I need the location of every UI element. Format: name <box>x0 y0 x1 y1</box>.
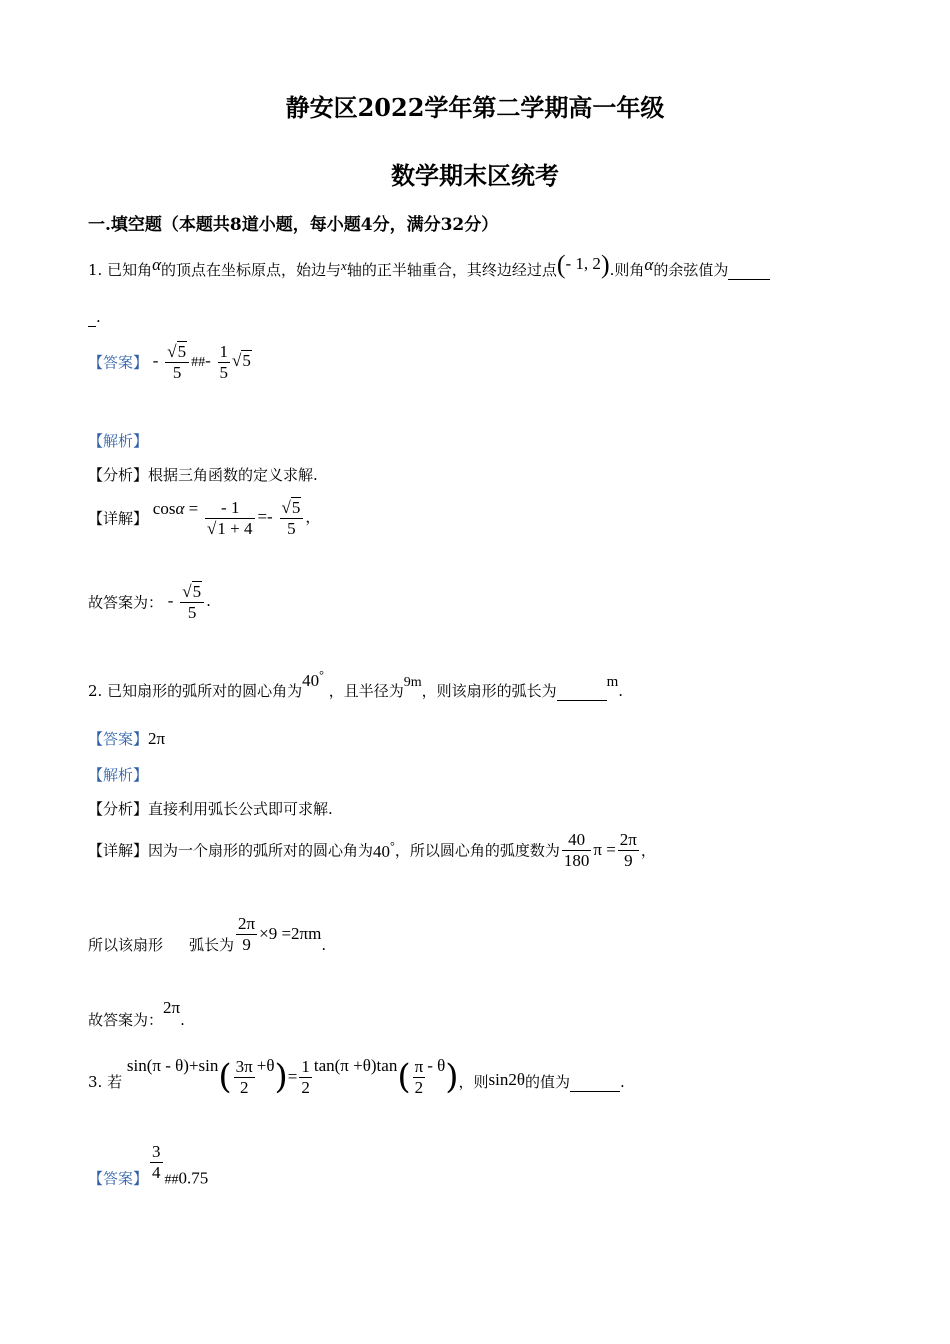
section-heading: 一.填空题（本题共8道小题，每小题4分，满分32分） <box>88 215 499 235</box>
answer-tag: 【答案】 <box>88 353 149 372</box>
q1-stem: 1. 已知角α的顶点在坐标原点，始边与x轴的正半轴重合，其终边经过点(- 1, 2).则角α的余弦值为 <box>88 250 770 280</box>
q2-answer: 【答案】2π <box>88 729 166 748</box>
q1-answer: 【答案】 - $\frac{√5}{5}$ ##- $\frac{1}{5}$ √5 <box>88 342 251 382</box>
q1-final: 故答案为： - $\frac{√5}{5}$ . <box>88 582 211 622</box>
document-title-line2: 数学期末区统考 <box>391 161 559 190</box>
q1-stem-end: . <box>88 308 101 327</box>
q1-answer-blank <box>728 261 770 280</box>
q2-detail: 【详解】因为一个扇形的弧所对的圆心角为40°，所以圆心角的弧度数为 $\frac{40}{180}$ π = $\frac{2\pi}{9}$ ， <box>88 830 656 870</box>
q2-stem: 2. 已知扇形的弧所对的圆心角为40° ，且半径为9m，则该扇形的弧长为 m. <box>88 668 624 700</box>
document-title-line1: 静安区2022学年第二学期高一年级 <box>285 93 665 122</box>
q3-answer-blank <box>570 1073 620 1092</box>
q2-final: 故答案为：2π. <box>88 998 185 1029</box>
q3-answer: 【答案】 $\frac{3}{4}$ ##0.75 <box>88 1142 209 1188</box>
q1-analysis: 【分析】根据三角函数的定义求解. <box>88 466 318 484</box>
q2-analysis-head: 【解析】 <box>88 766 149 784</box>
q1-analysis-head: 【解析】 <box>88 432 149 450</box>
q2-detail-line2: 所以该扇形 弧长为 $\frac{2\pi}{9}$ ×9 =2πm. <box>88 914 327 955</box>
q2-answer-blank <box>557 682 607 701</box>
q2-analysis: 【分析】直接利用弧长公式即可求解. <box>88 800 333 818</box>
q1-detail: 【详解】 cosα = $\frac{- 1}{√1 + 4}$ =- $\frac{√5}{5}$ ， <box>88 498 321 538</box>
q3-stem: 3. 若 sin(π - θ)+sin( $\frac{3\pi}{2}$ +θ)= $\frac{1}{2}$ tan(π +θ)tan( $\frac{\pi}{2}$ - θ)，则sin2θ的值为 . <box>88 1056 625 1097</box>
